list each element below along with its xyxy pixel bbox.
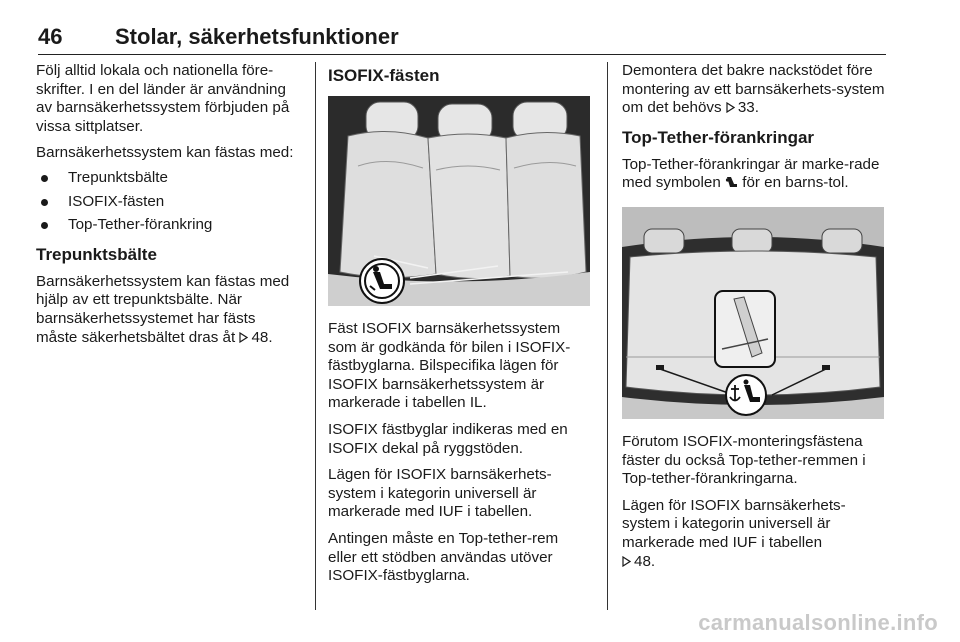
- section-heading-trepunktsbalte: Trepunktsbälte: [36, 244, 157, 264]
- section-heading-top-tether: Top-Tether-förankringar: [622, 127, 815, 147]
- top-tether-paragraph: Top-Tether-förankringar är marke-rade med symbolen för en barns-tol.: [622, 155, 880, 192]
- page-title: Stolar, säkerhetsfunktioner: [115, 24, 399, 49]
- bullet-icon: [41, 199, 48, 206]
- bullet-icon: [41, 222, 48, 229]
- bullet-icon: [41, 175, 48, 182]
- page-ref-link[interactable]: 48.: [251, 328, 273, 346]
- column-3: [622, 62, 890, 579]
- isofix-seat-illustration: [328, 96, 590, 306]
- isofix-paragraph-2: ISOFIX fästbyglar indikeras med en ISOFIX dekal på ryggstöden.: [328, 420, 568, 457]
- trepunkt-paragraph: Barnsäkerhetssystem kan fästas med hjälp av ett trepunktsbälte. När barnsäkerhetssystemet har fästs måste säkerhetsbältet dras åt 48.: [36, 272, 290, 346]
- intro-paragraph: Följ alltid lokala och nationella före-skrifter. I en del länder är användning av barnsäkerhetssystem förbjuden på vissa sittplatser.: [36, 62, 290, 135]
- section-heading-isofix: ISOFIX-fästen: [328, 66, 440, 85]
- arrow-ref-icon[interactable]: [726, 102, 735, 113]
- column-1: [36, 62, 300, 355]
- list-item: ISOFIX-fästen: [36, 193, 300, 212]
- isofix-paragraph-4: Antingen måste en Top-tether-rem eller ett stödben användas utöver ISOFIX-fästbyglarna.: [328, 529, 559, 585]
- list-item: Trepunktsbälte: [36, 169, 300, 188]
- universal-paragraph: Lägen för ISOFIX barnsäkerhets-system i kategorin universell är markerade med IUF i tabellen 48.: [622, 496, 846, 570]
- watermark: carmanualsonline.info: [698, 610, 938, 635]
- page-number: 46: [38, 24, 63, 49]
- column-divider: [607, 62, 608, 610]
- attach-paragraph: Barnsäkerhetssystem kan fästas med:: [36, 144, 294, 162]
- page-header: [38, 22, 886, 55]
- list-item: Top-Tether-förankring: [36, 216, 300, 235]
- top-tether-trunk-illustration: [622, 207, 884, 419]
- arrow-ref-icon[interactable]: [239, 332, 248, 343]
- tether-paragraph: Förutom ISOFIX-monteringsfästena fäster du också Top-tether-remmen i Top-tether-förankringarna.: [622, 432, 866, 488]
- isofix-paragraph-1: Fäst ISOFIX barnsäkerhetssystem som är godkända för bilen i ISOFIX-fästbyglarna. Bilspecifika lägen för ISOFIX barnsäkerhetssystem är markerade i tabellen IL.: [328, 320, 571, 412]
- top-tether-anchor-icon: [725, 176, 738, 188]
- headrest-paragraph: Demontera det bakre nackstödet före montering av ett barnsäkerhets-system om det behövs 33.: [622, 62, 885, 117]
- column-divider: [315, 62, 316, 610]
- arrow-ref-icon[interactable]: [622, 556, 631, 567]
- page-ref-link[interactable]: 33.: [737, 99, 759, 117]
- attach-methods-list: [36, 169, 300, 235]
- page-ref-link[interactable]: 48.: [634, 552, 656, 570]
- column-2: [328, 62, 590, 594]
- isofix-paragraph-3: Lägen för ISOFIX barnsäkerhets-system i kategorin universell är markerade med IUF i tabellen.: [328, 466, 552, 521]
